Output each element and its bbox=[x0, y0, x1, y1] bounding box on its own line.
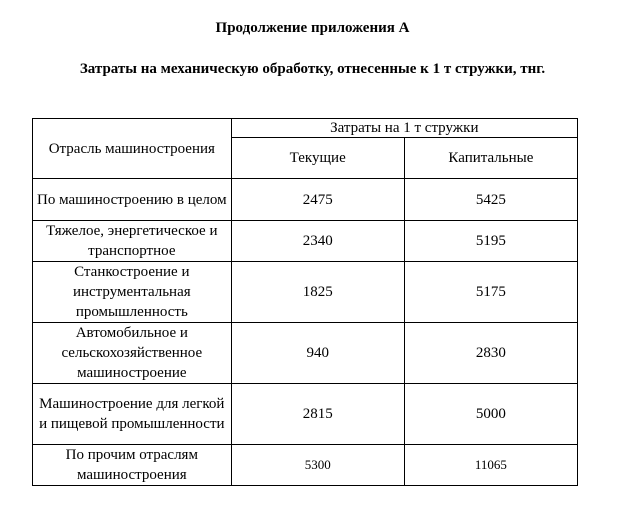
capital-cell: 5000 bbox=[404, 384, 577, 445]
branch-cell: Тяжелое, энергетическое и транспортное bbox=[33, 221, 232, 262]
capital-cell: 5425 bbox=[404, 179, 577, 221]
capital-cell: 5175 bbox=[404, 262, 577, 323]
table-row bbox=[33, 221, 578, 262]
capital-cell: 11065 bbox=[404, 445, 577, 486]
table-row bbox=[33, 384, 578, 445]
table-title: Затраты на механическую обработку, отнесенные к 1 т стружки, тнг. bbox=[79, 61, 546, 77]
branch-header: Отрасль машиностроения bbox=[33, 119, 232, 179]
header-row bbox=[33, 119, 578, 138]
continuation-heading: Продолжение приложения А bbox=[215, 20, 410, 36]
current-cell: 1825 bbox=[231, 262, 404, 323]
branch-cell: Машиностроение для легкой и пищевой промышленности bbox=[33, 384, 232, 445]
capital-cell: 2830 bbox=[404, 323, 577, 384]
branch-cell: По машиностроению в целом bbox=[33, 179, 232, 221]
costs-header: Затраты на 1 т стружки bbox=[231, 119, 577, 138]
table-row bbox=[33, 445, 578, 486]
capital-header: Капитальные bbox=[404, 138, 577, 179]
current-cell: 2815 bbox=[231, 384, 404, 445]
table-row bbox=[33, 179, 578, 221]
table-row bbox=[33, 323, 578, 384]
table-row bbox=[33, 262, 578, 323]
costs-table bbox=[32, 118, 578, 486]
current-cell: 5300 bbox=[231, 445, 404, 486]
current-cell: 2340 bbox=[231, 221, 404, 262]
capital-cell: 5195 bbox=[404, 221, 577, 262]
branch-cell: Станкостроение и инструментальная промышленность bbox=[33, 262, 232, 323]
current-cell: 2475 bbox=[231, 179, 404, 221]
branch-cell: Автомобильное и сельскохозяйственное машиностроение bbox=[33, 323, 232, 384]
current-cell: 940 bbox=[231, 323, 404, 384]
current-header: Текущие bbox=[231, 138, 404, 179]
branch-cell: По прочим отраслям машиностроения bbox=[33, 445, 232, 486]
